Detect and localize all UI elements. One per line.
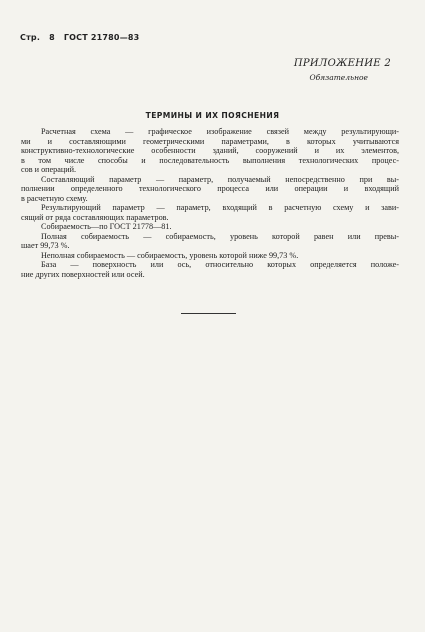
body-line: Составляющий параметр — параметр, получаемый непосредственно при вы- — [41, 174, 399, 184]
body-line: в том числе способы и последовательность выполнения технологических процес- — [21, 155, 399, 165]
body-line: ми и составляющими геометрическими параметрами, в которых учитываются — [21, 136, 399, 146]
body-line: Неполная собираемость — собираемость, уровень которой ниже 99,73 %. — [41, 250, 299, 260]
page-number: 8 — [49, 33, 55, 42]
body-line: конструктивно-технологические особенности зданий, сооружений и их элементов, — [21, 146, 399, 155]
appendix-note: Обязательное — [309, 73, 368, 82]
body-line: Результирующий параметр — параметр, входящий в расчетную схему и зави- — [41, 203, 399, 212]
body-line: ние других поверхностей или осей. — [21, 269, 145, 279]
closing-rule — [181, 313, 236, 314]
body-line: сов и операций. — [21, 165, 77, 174]
page-label: Стр. — [20, 33, 41, 42]
body-line: полнении определенного технологического процесса или операции и входящий — [21, 184, 399, 193]
body-line: Полная собираемость — собираемость, уровень которой равен или превы- — [41, 231, 399, 241]
body-line: Расчетная схема — графическое изображение связей между результирующи- — [41, 127, 399, 136]
body-line: Собираемость—по ГОСТ 21778—81. — [41, 222, 172, 231]
terms-body — [21, 127, 399, 279]
body-line: сящий от ряда составляющих параметров. — [21, 212, 169, 222]
appendix-title: ПРИЛОЖЕНИЕ 2 — [293, 58, 391, 69]
body-line: в расчетную схему. — [21, 193, 88, 203]
body-line: шает 99,73 %. — [21, 241, 70, 250]
standard-code: ГОСТ 21780—83 — [63, 33, 140, 42]
section-heading: ТЕРМИНЫ И ИХ ПОЯСНЕНИЯ — [145, 111, 280, 120]
running-header — [20, 33, 145, 42]
body-line: База — поверхность или ось, относительно которых определяется положе- — [41, 260, 399, 269]
